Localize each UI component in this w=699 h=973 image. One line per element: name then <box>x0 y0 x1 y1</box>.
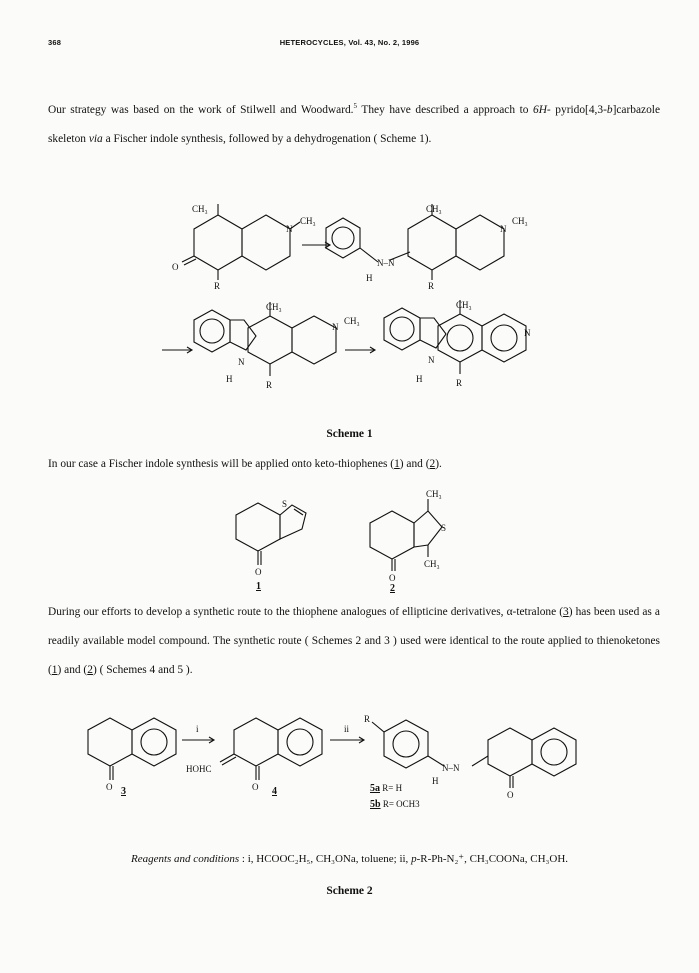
compound-5a-text: R= H <box>380 783 403 793</box>
nitrogen-label: N <box>238 357 245 367</box>
methyl-label: CH₃ <box>192 204 208 214</box>
para1-text: pyrido[4,3- <box>550 103 607 116</box>
oxygen-label: O <box>172 262 179 272</box>
r-group-label: R <box>364 714 371 724</box>
hydrazone-nn-label: N–N <box>442 763 460 773</box>
reagents-and-conditions <box>0 852 699 865</box>
para2-text: In our case a Fischer indole synthesis will be applied onto keto-thiophenes ( <box>48 458 395 470</box>
tetrahydro-carbazole-intermediate <box>194 302 360 390</box>
methyl-label: CH₃ <box>426 489 442 499</box>
hydrogen-label: H <box>432 776 439 786</box>
nitrogen-label: N <box>332 322 339 332</box>
hydrogen-label: H <box>366 273 373 283</box>
para1-text: Our strategy was based on the work of Stilwell and Woodward. <box>48 103 354 116</box>
sulfur-label: S <box>441 523 447 533</box>
reagents-text: : i, HCOOC₂H₅, CH₃ONa, toluene; ii, <box>239 853 412 865</box>
nitrogen-label: N <box>500 224 507 234</box>
para1-text: b <box>606 103 613 116</box>
para2-text: ) and ( <box>399 458 430 470</box>
r-group-label: R <box>266 380 273 390</box>
oxygen-label: O <box>106 782 113 792</box>
reaction-arrow <box>162 347 192 353</box>
paragraph-thiophenes <box>48 450 660 479</box>
compound-4-label: 4 <box>272 786 277 797</box>
methyl-label: CH₃ <box>424 559 440 569</box>
step-ii-label: ii <box>344 724 350 734</box>
paragraph-tetralone <box>48 598 660 685</box>
methyl-label: CH₃ <box>426 204 442 214</box>
reagents-text: p <box>411 853 417 865</box>
methyl-label: CH₃ <box>266 302 282 312</box>
oxygen-label: O <box>507 790 514 800</box>
tetralone-3 <box>88 718 176 797</box>
reagents-heading: Reagents and conditions <box>130 853 240 865</box>
oxygen-label: O <box>389 573 396 583</box>
para1-text: 6H- <box>533 103 551 116</box>
r-group-label: R <box>214 281 221 291</box>
compound-5a-label: 5a <box>370 783 380 794</box>
scheme-2-caption: Scheme 2 <box>326 885 373 897</box>
ellipticine-skeleton <box>384 300 531 388</box>
para1-text: a Fischer indole synthesis, followed by a dehydrogenation ( Scheme 1). <box>102 132 432 145</box>
keto-thiophenes <box>0 485 699 595</box>
compound-2-ref: 2 <box>429 458 436 470</box>
svg-text:5a R= H <box>370 783 403 794</box>
para3-text: ) ( Schemes 4 and 5 ). <box>92 664 193 676</box>
reagents-text: -R-Ph-N₂⁺, CH₃COONa, CH₃OH. <box>416 853 569 865</box>
para3-text: During our efforts to develop a synthetic route to the thiophene analogues of ellipticine derivatives, α-tetralone ( <box>48 606 564 618</box>
nitrogen-label: N <box>286 224 293 234</box>
reaction-arrow-ii <box>330 724 364 743</box>
para1-text: ]carbazole skeleton <box>48 103 660 145</box>
hydrogen-label: H <box>416 374 423 384</box>
compound-3-label: 3 <box>121 786 126 797</box>
compound-5b-label: 5b <box>370 799 381 810</box>
methyl-label: CH₃ <box>344 316 360 326</box>
sulfur-label: S <box>282 499 288 509</box>
oxygen-label: O <box>252 782 259 792</box>
reaction-arrow-i <box>182 724 214 743</box>
nitrogen-label: N <box>524 328 531 338</box>
methyl-label: CH₃ <box>300 216 316 226</box>
scheme-1-caption: Scheme 1 <box>326 428 373 440</box>
methyl-label: CH₃ <box>456 300 472 310</box>
oxygen-label: O <box>255 567 262 577</box>
r-group-label: R <box>428 281 435 291</box>
compound-2-structure <box>370 489 446 594</box>
nitrogen-label: N <box>428 355 435 365</box>
hydrogen-label: H <box>226 374 233 384</box>
hydroxymethylene-label: HOHC <box>186 764 212 774</box>
compound-1-structure <box>236 499 306 592</box>
arylhydrazone-5 <box>364 714 576 810</box>
para2-text: ). <box>435 458 442 470</box>
page-number: 368 <box>48 38 62 47</box>
reaction-arrow <box>345 347 375 353</box>
methyl-label: CH₃ <box>512 216 528 226</box>
r-group-label: R <box>456 378 463 388</box>
paragraph-intro <box>48 92 660 154</box>
running-header: HETEROCYCLES, Vol. 43, No. 2, 1996 <box>279 38 420 47</box>
decahydroisoquinolinone <box>172 204 316 291</box>
hydroxymethylene-tetralone-4 <box>186 718 322 797</box>
para3-text: ) has been used as a readily available model compound. The synthetic route ( Schemes 2 and 3 ) used were identical to the route applied to thienoketones ( <box>48 606 660 676</box>
compound-1-label: 1 <box>256 581 261 592</box>
compound-5b-text: R= OCH3 <box>380 799 420 809</box>
scheme-2-structures <box>0 700 699 840</box>
compound-2-ref: 2 <box>87 664 93 676</box>
compound-1-ref: 1 <box>394 458 400 470</box>
reference-5[interactable]: 5 <box>353 102 358 110</box>
para1-text: They have described a approach to <box>357 103 534 116</box>
compound-1-ref: 1 <box>51 664 58 676</box>
step-i-label: i <box>196 724 199 734</box>
compound-3-ref: 3 <box>563 606 569 618</box>
svg-text:5b R= OCH3 <box>370 799 420 810</box>
phenylhydrazone <box>326 204 528 291</box>
para1-text: via <box>88 132 103 145</box>
scheme-1-structures <box>0 190 699 420</box>
para3-text: ) and ( <box>57 664 88 676</box>
compound-2-label: 2 <box>390 583 395 594</box>
hydrazone-nn-label: N–N <box>377 258 395 268</box>
